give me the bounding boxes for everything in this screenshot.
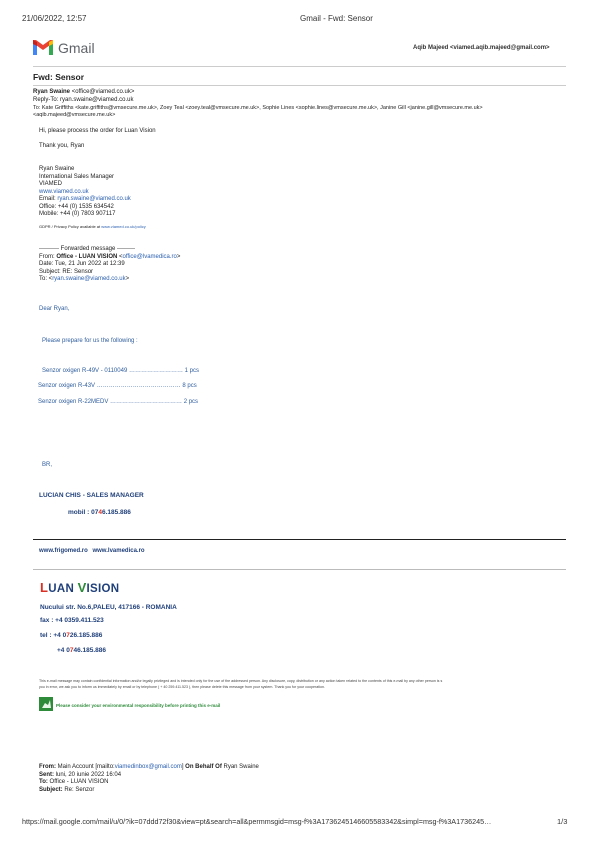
account-email: Aqib Majeed <viamed.aqib.majeed@gmail.com> bbox=[413, 45, 550, 51]
subject-divider bbox=[33, 85, 566, 86]
sig-company: VIAMED bbox=[39, 181, 63, 187]
order-item: Senzor oxigen R-49V - 0110049 ……………………… 1 pcs bbox=[42, 368, 199, 374]
eco-icon bbox=[39, 697, 53, 716]
logo-letter-v: V bbox=[77, 580, 87, 595]
orig-sent bbox=[39, 772, 259, 780]
websites bbox=[39, 548, 145, 554]
sig-mobile: Mobile: +44 (0) 7803 907117 bbox=[39, 211, 116, 217]
company-address: Nucului str. No.6,PALEU, 417166 - ROMANIA bbox=[40, 604, 177, 611]
company-tel-2 bbox=[57, 647, 106, 654]
eco-note: Please consider your environmental responsibility before printing this e-mail bbox=[56, 703, 221, 708]
forward-date: Date: Tue, 21 Jun 2022 at 12:39 bbox=[39, 261, 125, 267]
signature bbox=[39, 166, 131, 219]
mobil-label: mobil : 07 bbox=[68, 509, 99, 516]
tel2-label: +4 0 bbox=[57, 647, 70, 654]
gdpr-link[interactable]: www.viamed.co.uk/policy bbox=[101, 224, 146, 229]
tel2-rest: 46.185.886 bbox=[73, 647, 107, 654]
orig-subject bbox=[39, 787, 259, 795]
print-title: Gmail - Fwd: Sensor bbox=[300, 14, 373, 23]
from-name: Ryan Swaine bbox=[33, 89, 71, 95]
sig-office: Office: +44 (0) 1535 634542 bbox=[39, 203, 114, 210]
order-item: Senzor oxigen R-43V …………………………………… 8 pcs bbox=[38, 383, 197, 389]
orig-from bbox=[39, 764, 259, 772]
thanks-text: Thank you, Ryan bbox=[39, 143, 85, 149]
disclaimer-line-1: This e-mail message may contain confidential information and/or legally privileged and is intended only for the use of the addressed person. Any disclosure, copy, distribution or any action taken related to the contents of this e-mail by any other person is s bbox=[39, 679, 443, 683]
order-item: Senzor oxigen R-22MEDV ……………………………… 2 pcs bbox=[38, 399, 199, 405]
to-recipients: To: Kate Griffiths <kate.griffiths@vmsecure.me.uk>, Zoey Teal <zoey.teal@vmsecure.me.uk>, Sophie Lines <sophie.lines@vmsecure.me.uk>, Janine Gill <janine.gill@vmsecure.me.uk> bbox=[33, 105, 483, 111]
tel2-red-digit: 7 bbox=[69, 647, 74, 654]
forward-from-label: From: bbox=[39, 253, 57, 260]
to-recipients-cont: <aqib.majeed@vmsecure.me.uk> bbox=[33, 112, 116, 118]
tel-rest: 26.185.886 bbox=[69, 632, 103, 639]
forward-divider: ---------- Forwarded message --------- bbox=[39, 246, 135, 252]
from-email[interactable]: <office@viamed.co.uk> bbox=[71, 89, 135, 95]
gmail-logo-text: Gmail bbox=[58, 40, 95, 56]
mobil-rest: 6.185.886 bbox=[101, 509, 131, 516]
logo-ision: ISION bbox=[86, 583, 120, 595]
print-datetime: 21/06/2022, 12:57 bbox=[22, 14, 87, 23]
forwarded-block bbox=[39, 246, 180, 284]
gmail-logo bbox=[33, 40, 53, 60]
header-divider bbox=[33, 66, 566, 67]
orig-subject-label: Subject: bbox=[39, 786, 63, 793]
request-text: Please prepare for us the following : bbox=[42, 338, 138, 344]
sig-name: Ryan Swaine bbox=[39, 166, 75, 172]
company-tel bbox=[40, 632, 102, 639]
orig-to-label: To: bbox=[39, 779, 48, 785]
greeting: Dear Ryan, bbox=[39, 306, 70, 312]
logo-divider bbox=[33, 569, 566, 570]
sender-mobile bbox=[68, 509, 131, 516]
signature-divider bbox=[33, 539, 566, 540]
intro-text: Hi, please process the order for Luan Vision bbox=[39, 128, 156, 134]
orig-behalf-name: Ryan Swaine bbox=[221, 764, 259, 770]
gdpr-line bbox=[39, 224, 146, 229]
logo-letter-l: L bbox=[40, 580, 49, 595]
orig-sent-value: luni, 20 iunie 2022 16:04 bbox=[54, 771, 122, 778]
forward-from-email[interactable]: office@lvamedica.ro bbox=[122, 253, 177, 260]
logo-uan: UAN bbox=[48, 583, 78, 595]
luan-vision-logo bbox=[40, 580, 119, 595]
tel-red-digit: 7 bbox=[66, 632, 70, 639]
closing: BR, bbox=[42, 462, 53, 468]
website-frigomed-link[interactable]: www.frigomed.ro bbox=[39, 548, 88, 554]
forward-to-label: To: < bbox=[39, 276, 53, 282]
disclaimer bbox=[39, 678, 566, 690]
forward-to-email[interactable]: ryan.swaine@viamed.co.uk bbox=[52, 276, 126, 282]
disclaimer-line-2: you in error, we ask you to inform us immediately by email or by telephone ( + 40 259.411.523 ), then please delete this message from your system. Thank you for your cooperation. bbox=[39, 685, 326, 689]
company-fax: fax : +4 0359.411.523 bbox=[40, 617, 104, 624]
sig-title: International Sales Manager bbox=[39, 173, 115, 180]
orig-from-end: ] bbox=[181, 764, 186, 770]
sig-email-link[interactable]: ryan.swaine@viamed.co.uk bbox=[57, 196, 131, 202]
original-header bbox=[39, 764, 259, 794]
website-lvamedica-link[interactable]: www.lvamedica.ro bbox=[92, 548, 145, 554]
forward-from: From: Office - LUAN VISION <office@lvamedica.ro> bbox=[39, 253, 181, 260]
gmail-m-icon bbox=[33, 40, 53, 55]
footer-page-number: 1/3 bbox=[557, 817, 568, 826]
tel-label: tel : +4 0 bbox=[40, 632, 67, 639]
orig-from-text: Main Account [mailto: bbox=[56, 764, 115, 770]
sig-email-label: Email: bbox=[39, 196, 58, 202]
orig-to-value: Office - LUAN VISION bbox=[47, 779, 109, 785]
forward-to bbox=[39, 276, 180, 284]
sig-website-link[interactable]: www.viamed.co.uk bbox=[39, 188, 89, 195]
orig-behalf-label: On Behalf Of bbox=[185, 764, 222, 770]
orig-from-label: From: bbox=[39, 764, 56, 770]
forward-from-name: Office - LUAN VISION bbox=[56, 253, 118, 260]
orig-to bbox=[39, 779, 259, 787]
gdpr-label: GDPR / Privacy Policy available at bbox=[39, 224, 102, 229]
message-from bbox=[33, 89, 134, 97]
footer-url: https://mail.google.com/mail/u/0/?ik=07ddd72f30&view=pt&search=all&permmsgid=msg-f%3A1736245146605583342&simpl=msg-f%3A1736245… bbox=[22, 817, 492, 826]
mobil-red-digit: 4 bbox=[98, 509, 102, 516]
sig-email-line bbox=[39, 196, 131, 204]
reply-to: Reply-To: ryan.swaine@viamed.co.uk bbox=[33, 97, 134, 103]
forward-subject: Subject: RE: Sensor bbox=[39, 268, 94, 275]
orig-sent-label: Sent: bbox=[39, 771, 54, 778]
sender-signature: LUCIAN CHIS - SALES MANAGER bbox=[39, 492, 144, 499]
orig-subject-value: Re: Senzor bbox=[62, 786, 95, 793]
subject-heading: Fwd: Sensor bbox=[33, 72, 85, 82]
orig-from-link[interactable]: viamedinbox@gmail.com bbox=[114, 764, 182, 770]
forward-to-end: > bbox=[125, 276, 130, 282]
